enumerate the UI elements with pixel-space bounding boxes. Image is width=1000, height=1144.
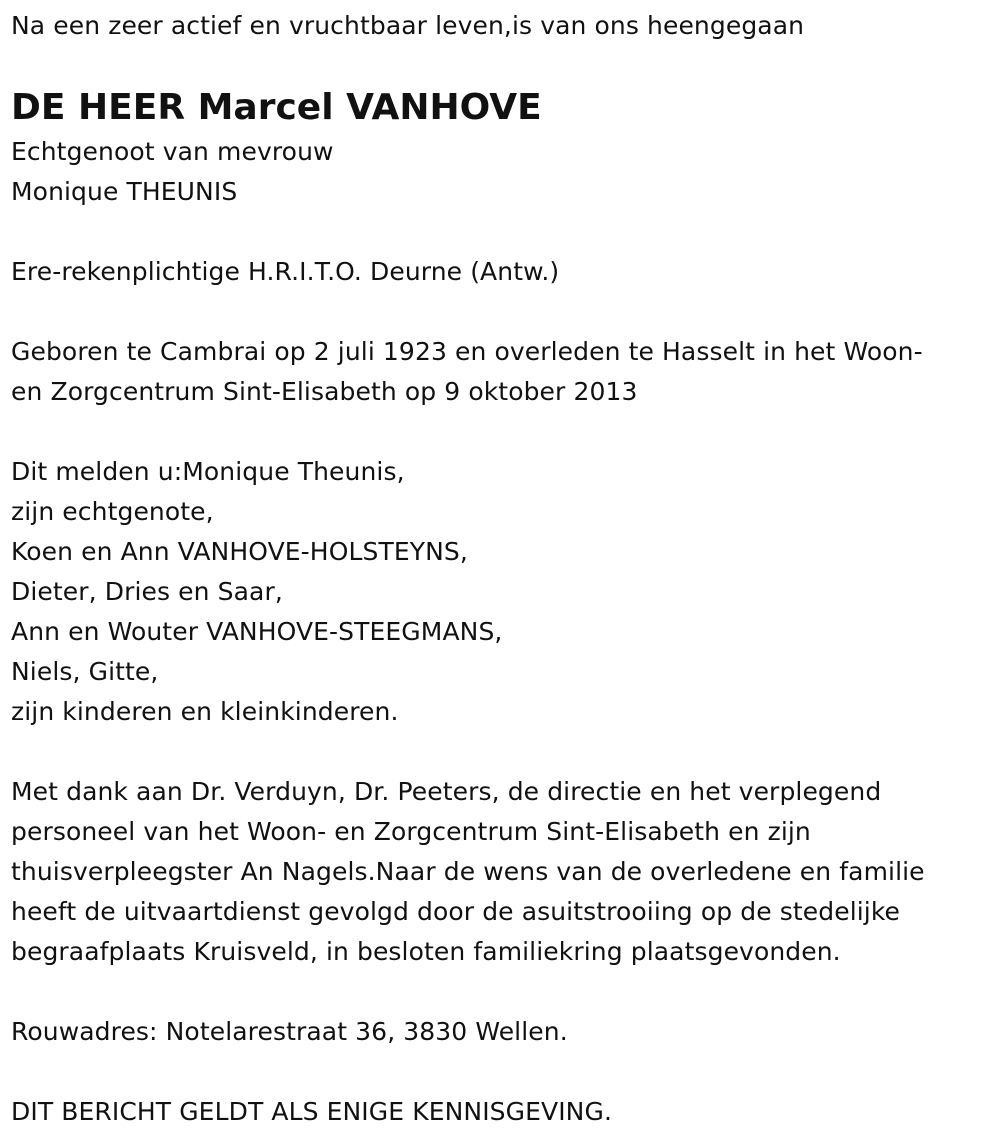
mourning-address: Rouwadres: Notelarestraat 36, 3830 Wellen.	[11, 1017, 568, 1046]
spouse-name: Monique THEUNIS	[11, 177, 238, 206]
spouse-label: Echtgenoot van mevrouw	[11, 137, 334, 166]
family-line: Koen en Ann VANHOVE-HOLSTEYNS,	[11, 537, 468, 566]
death-notice	[11, 6, 986, 1132]
closing-statement: DIT BERICHT GELDT ALS ENIGE KENNISGEVING.	[11, 1097, 612, 1126]
deceased-name: DE HEER Marcel VANHOVE	[11, 87, 542, 128]
thanks-line: heeft de uitvaartdienst gevolgd door de asuitstrooiing op de stedelijke	[11, 897, 900, 926]
thanks-line: personeel van het Woon- en Zorgcentrum Sint-Elisabeth en zijn	[11, 817, 811, 846]
family-line: Ann en Wouter VANHOVE-STEEGMANS,	[11, 617, 503, 646]
thanks-line: begraafplaats Kruisveld, in besloten familiekring plaatsgevonden.	[11, 937, 841, 966]
family-line: zijn echtgenote,	[11, 497, 214, 526]
honorary-title: Ere-rekenplichtige H.R.I.T.O. Deurne (Antw.)	[11, 257, 560, 286]
family-line: Dieter, Dries en Saar,	[11, 577, 283, 606]
thanks-line: Met dank aan Dr. Verduyn, Dr. Peeters, de directie en het verplegend	[11, 777, 882, 806]
intro-text: Na een zeer actief en vruchtbaar leven,is van ons heengegaan	[11, 11, 805, 40]
birth-death-line: Geboren te Cambrai op 2 juli 1923 en overleden te Hasselt in het Woon-	[11, 337, 923, 366]
family-list	[11, 452, 986, 732]
family-line: Niels, Gitte,	[11, 657, 159, 686]
thanks-paragraph	[11, 772, 986, 972]
birth-death-paragraph	[11, 332, 986, 412]
thanks-line: thuisverpleegster An Nagels.Naar de wens van de overledene en familie	[11, 857, 925, 886]
birth-death-line: en Zorgcentrum Sint-Elisabeth op 9 oktober 2013	[11, 377, 638, 406]
family-line: zijn kinderen en kleinkinderen.	[11, 697, 399, 726]
family-line: Dit melden u:Monique Theunis,	[11, 457, 405, 486]
